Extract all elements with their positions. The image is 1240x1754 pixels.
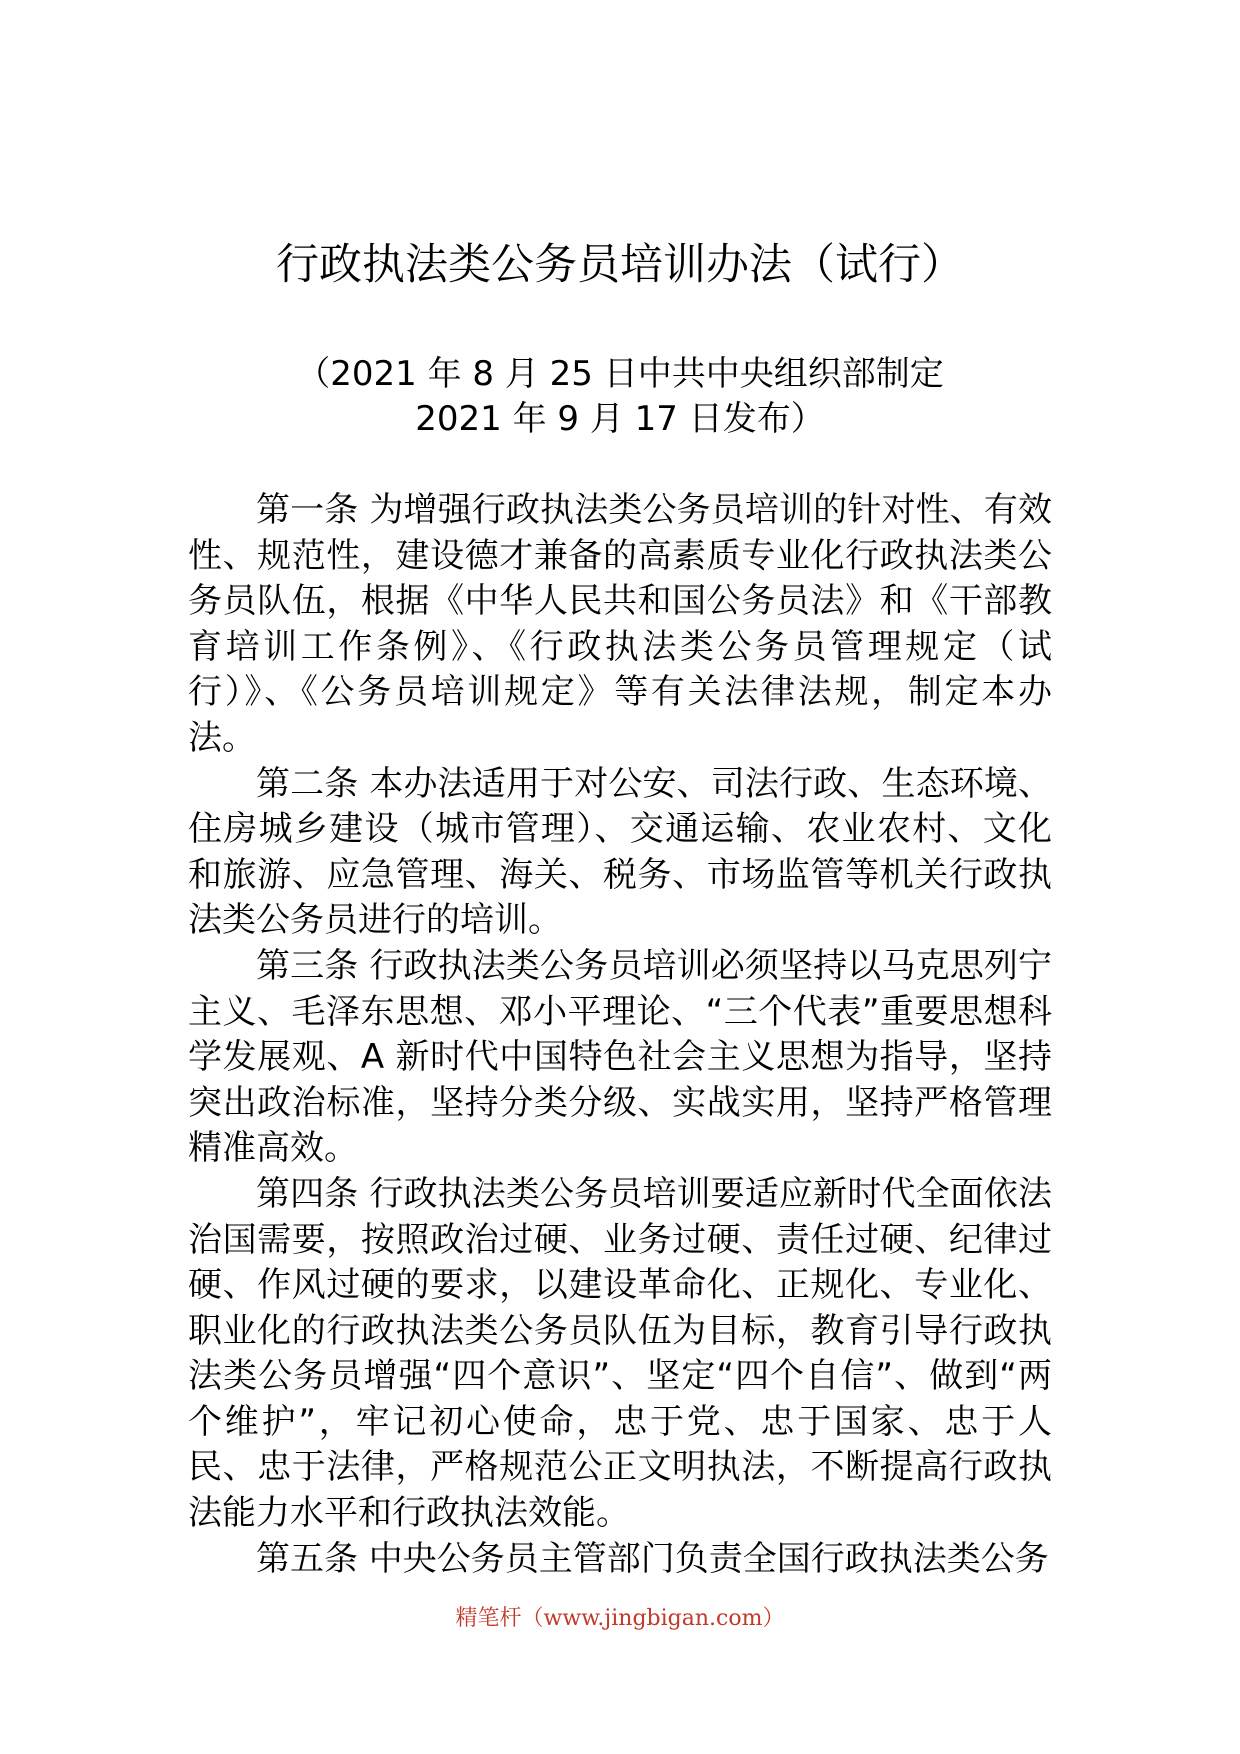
watermark-footer-link[interactable]: 精笔杆（www.jingbigan.com） bbox=[455, 1606, 785, 1631]
article-3-paragraph: 第三条 行政执法类公务员培训必须坚持以马克思列宁主义、毛泽东思想、邓小平理论、“三个代表”重要思想科学发展观、A 新时代中国特色社会主义思想为指导，坚持突出政治标准，坚持分类分级、实战实用，坚持严格管理精准高效。 bbox=[188, 945, 1052, 1169]
article-2-paragraph: 第二条 本办法适用于对公安、司法行政、生态环境、住房城乡建设（城市管理）、交通运输、农业农村、文化和旅游、应急管理、海关、税务、市场监管等机关行政执法类公务员进行的培训。 bbox=[188, 763, 1052, 941]
article-4-paragraph: 第四条 行政执法类公务员培训要适应新时代全面依法治国需要，按照政治过硬、业务过硬、责任过硬、纪律过硬、作风过硬的要求，以建设革命化、正规化、专业化、职业化的行政执法类公务员队伍为目标，教育引导行政执法类公务员增强“四个意识”、坚定“四个自信”、做到“两个维护”，牢记初心使命，忠于党、忠于国家、忠于人民、忠于法律，严格规范公正文明执法，不断提高行政执法能力水平和行政执法效能。 bbox=[188, 1173, 1052, 1534]
article-1-paragraph: 第一条 为增强行政执法类公务员培训的针对性、有效性、规范性，建设德才兼备的高素质专业化行政执法类公务员队伍，根据《中华人民共和国公务员法》和《干部教育培训工作条例》、《行政执法类公务员管理规定（试行）》、《公务员培训规定》等有关法律法规，制定本办法。 bbox=[188, 490, 1052, 758]
subtitle-line-1: （2021 年 8 月 25 日中共中央组织部制定 bbox=[296, 354, 944, 394]
document-body bbox=[188, 488, 1052, 1582]
subtitle-line-2: 2021 年 9 月 17 日发布） bbox=[415, 399, 825, 439]
document-subtitle bbox=[0, 352, 1240, 442]
document-title: 行政执法类公务员培训办法（试行） bbox=[276, 240, 964, 290]
article-5-paragraph: 第五条 中央公务员主管部门负责全国行政执法类公务 bbox=[256, 1538, 1049, 1579]
